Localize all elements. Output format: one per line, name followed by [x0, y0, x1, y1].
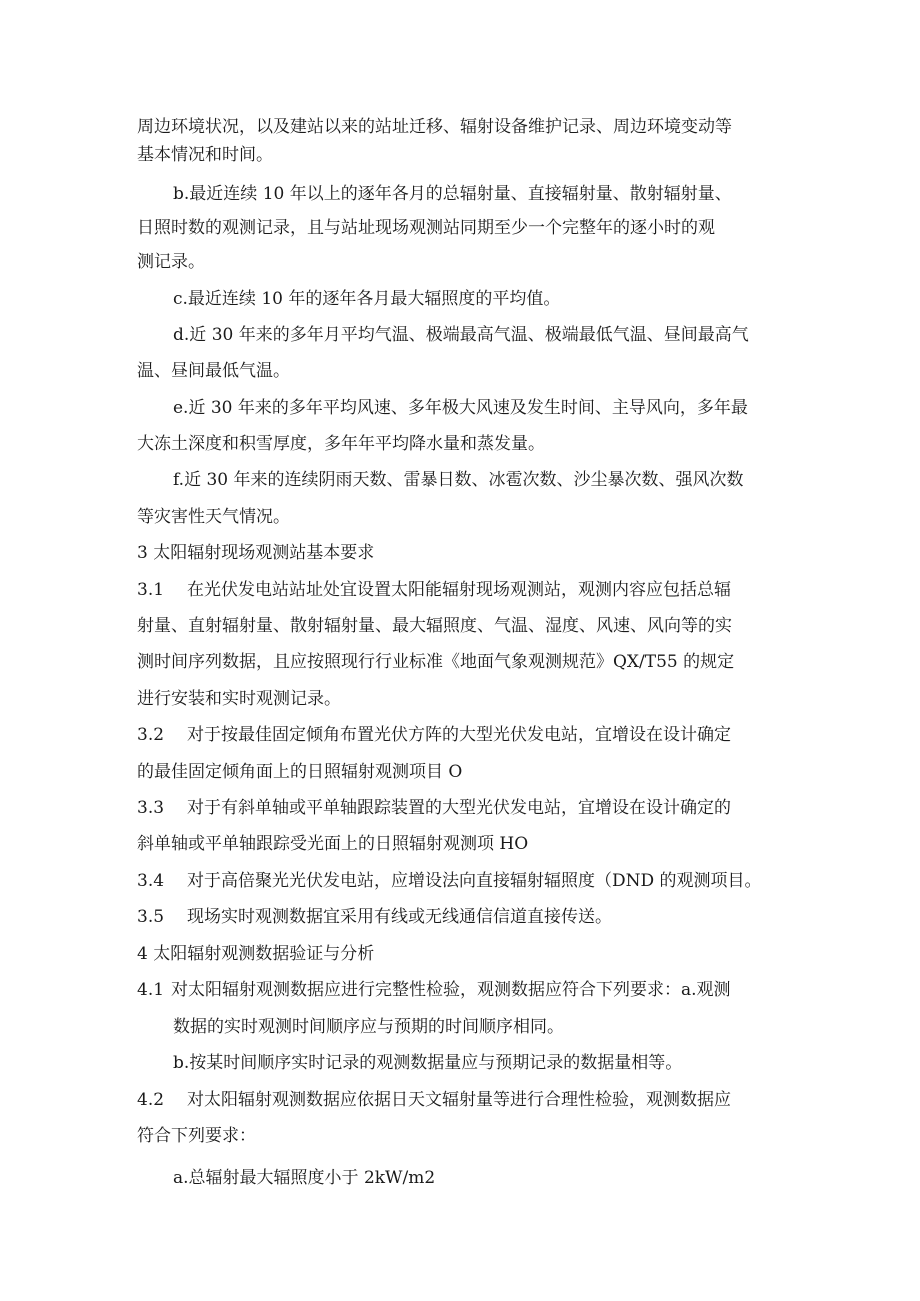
- clause-number: 3.1: [137, 580, 165, 600]
- clause-3-1: [137, 578, 731, 602]
- text-line: c.最近连续 10 年的逐年各月最大辐照度的平均值。: [173, 289, 561, 309]
- text-line: 射量、直射辐射量、散射辐射量、最大辐照度、气温、湿度、风速、风向等的实: [137, 616, 732, 636]
- clause-number: 3.3: [137, 798, 165, 818]
- text-line: 的最佳固定倾角面上的日照辐射观测项目 O: [137, 762, 463, 782]
- text-line: 对于高倍聚光光伏发电站，应增设法向直接辐射辐照度（DND 的观测项目。: [187, 871, 762, 891]
- clause-3-4: [137, 869, 762, 893]
- text-line: 进行安装和实时观测记录。: [137, 689, 341, 709]
- text-line: b.按某时间顺序实时记录的观测数据量应与预期记录的数据量相等。: [173, 1053, 683, 1073]
- text-line: 斜单轴或平单轴跟踪受光面上的日照辐射观测项 HO: [137, 834, 529, 854]
- clause-number: 3.2: [137, 725, 165, 745]
- text-line: a.总辐射最大辐照度小于 2kW/m2: [173, 1168, 436, 1188]
- text-line: 对太阳辐射观测数据应进行完整性检验，观测数据应符合下列要求：a.观测: [171, 980, 731, 1000]
- section-heading: 3 太阳辐射现场观测站基本要求: [137, 543, 375, 563]
- clause-3-2: [137, 723, 731, 747]
- clause-number: 4.2: [137, 1090, 165, 1110]
- text-line: 对于有斜单轴或平单轴跟踪装置的大型光伏发电站，宜增设在设计确定的: [187, 798, 731, 818]
- text-line: e.近 30 年来的多年平均风速、多年极大风速及发生时间、主导风向，多年最: [173, 398, 748, 418]
- text-line: 测记录。: [137, 252, 205, 272]
- text-line: d.近 30 年来的多年月平均气温、极端最高气温、极端最低气温、昼间最高气: [173, 325, 749, 345]
- text-line: 周边环境状况，以及建站以来的站址迁移、辐射设备维护记录、周边环境变动等: [137, 117, 732, 137]
- clause-number: 4.1: [137, 980, 165, 1000]
- text-line: 在光伏发电站站址处宜设置太阳能辐射现场观测站，观测内容应包括总辐: [187, 580, 731, 600]
- text-line: 日照时数的观测记录，且与站址现场观测站同期至少一个完整年的逐小时的观: [137, 218, 715, 238]
- text-line: 对于按最佳固定倾角布置光伏方阵的大型光伏发电站，宜增设在设计确定: [187, 725, 731, 745]
- text-line: 数据的实时观测时间顺序应与预期的时间顺序相同。: [173, 1017, 564, 1037]
- text-line: 现场实时观测数据宜采用有线或无线通信信道直接传送。: [187, 907, 612, 927]
- clause-4-1: [137, 978, 731, 1002]
- text-line: 符合下列要求：: [137, 1126, 256, 1146]
- text-line: f.近 30 年来的连续阴雨天数、雷暴日数、冰雹次数、沙尘暴次数、强风次数: [173, 470, 744, 490]
- clause-number: 3.4: [137, 871, 165, 891]
- clause-3-5: [137, 905, 612, 929]
- clause-3-3: [137, 796, 731, 820]
- text-line: 基本情况和时间。: [137, 145, 273, 165]
- text-line: b.最近连续 10 年以上的逐年各月的总辐射量、直接辐射量、散射辐射量、: [173, 184, 732, 204]
- text-line: 对太阳辐射观测数据应依据日天文辐射量等进行合理性检验，观测数据应: [187, 1090, 731, 1110]
- text-line: 温、昼间最低气温。: [137, 361, 290, 381]
- text-line: 大冻土深度和积雪厚度，多年年平均降水量和蒸发量。: [137, 434, 545, 454]
- section-heading: 4 太阳辐射观测数据验证与分析: [137, 944, 375, 964]
- text-line: 测时间序列数据，且应按照现行行业标准《地面气象观测规范》QX/T55 的规定: [137, 652, 735, 672]
- clause-number: 3.5: [137, 907, 165, 927]
- clause-4-2: [137, 1088, 731, 1112]
- text-line: 等灾害性天气情况。: [137, 507, 290, 527]
